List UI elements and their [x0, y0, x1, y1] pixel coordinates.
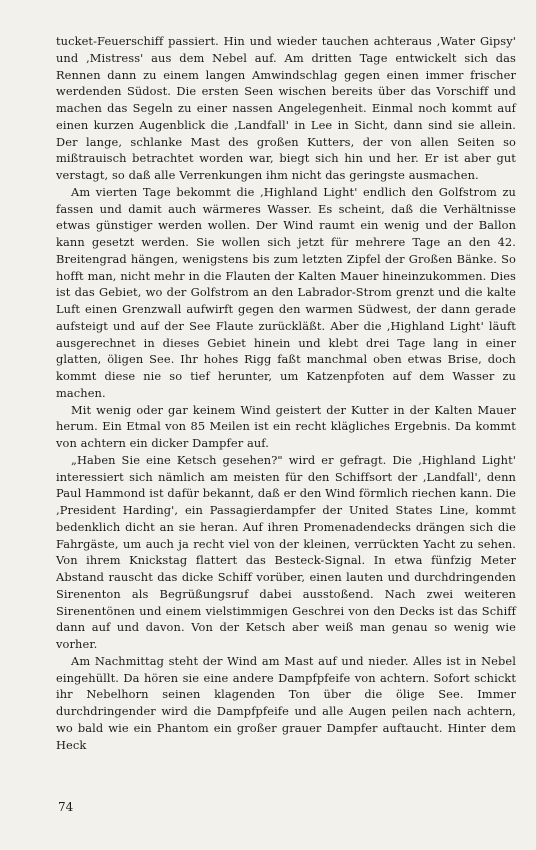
paragraph-2: Am vierten Tage bekommt die ‚Highland Light' endlich den Golfstrom zu fassen und damit auch wärmeres Wasser. Es scheint, daß die Verhältnisse etwas günstiger werden wollen. Der Wind raumt ein wenig und der Ballon kann gesetzt werden. Sie wollen sich jetzt für mehrere Tage an den 42. Breitengrad hängen, wenigstens bis zum letzten Zipfel der Großen Bänke. So hofft man, nicht mehr in die Flauten der Kalten Mauer hineinzukommen. Dies ist das Gebiet, wo der Golfstrom an den Labrador-Strom grenzt und die kalte Luft einen Grenzwall aufwirft gegen den warmen Südwest, der dann gerade aufsteigt und auf der See Flaute zurückläßt. Aber die ‚Highland Light' läuft ausgerechnet in dieses Gebiet hinein und klebt drei Tage lang in einer glatten, öligen See. Ihr hohes Rigg faßt manchmal oben etwas Brise, doch kommt diese nie so tief herunter, um Katzenpfoten auf dem Wasser zu machen.	[56, 184, 516, 400]
body-text	[56, 33, 516, 753]
page-number: 74	[58, 800, 74, 814]
paragraph-3: Mit wenig oder gar keinem Wind geistert der Kutter in der Kalten Mauer herum. Ein Etmal von 85 Meilen ist ein recht klägliches Ergebnis. Da kommt von achtern ein dicker Dampfer auf.	[56, 402, 516, 450]
paragraph-1: tucket-Feuerschiff passiert. Hin und wieder tauchen achteraus ‚Water Gipsy' und ‚Mistress' aus dem Nebel auf. Am dritten Tage entwickelt sich das Rennen dann zu einem langen Amwindschlag gegen einen immer frischer werdenden Südost. Die ersten Seen wischen bereits über das Vorschiff und machen das Segeln zu einer nassen Angelegenheit. Einmal noch kommt auf einen kurzen Augenblick die ‚Landfall' in Lee in Sicht, dann sind sie allein. Der lange, schlanke Mast des großen Kutters, der von allen Seiten so mißtrauisch betrachtet worden war, biegt sich hin und her. Er ist aber gut verstagt, so daß alle Verrenkungen ihm nicht das geringste ausmachen.	[56, 34, 516, 182]
paragraph-4: „Haben Sie eine Ketsch gesehen?" wird er gefragt. Die ‚Highland Light' interessiert sich nämlich am meisten für den Schiffsort der ‚Landfall', denn Paul Hammond ist dafür bekannt, daß er den Wind förmlich riechen kann. Die ‚President Harding', ein Passagierdampfer der United States Line, kommt bedenklich dicht an sie heran. Auf ihren Promenadendecks drängen sich die Fahrgäste, um auch ja recht viel von der kleinen, verrückten Yacht zu sehen. Von ihrem Knickstag flattert das Besteck-Signal. In etwa fünfzig Meter Abstand rauscht das dicke Schiff vorüber, einen lauten und durchdringenden Sirenenton als Begrüßungsruf dabei ausstoßend. Nach zwei weiteren Sirenentönen und einem vielstimmigen Geschrei von den Decks ist das Schiff dann auf und davon. Von der Ketsch aber weiß man genau so wenig wie vorher.	[56, 452, 516, 651]
paragraph-5: Am Nachmittag steht der Wind am Mast auf und nieder. Alles ist in Nebel eingehüllt. Da hören sie eine andere Dampfpfeife von achtern. Sofort schickt ihr Nebelhorn seinen klagenden Ton über die ölige See. Immer durchdringender wird die Dampfpfeife und alle Augen peilen nach achtern, wo bald wie ein Phantom ein großer grauer Dampfer auftaucht. Hinter dem Heck	[56, 653, 516, 752]
